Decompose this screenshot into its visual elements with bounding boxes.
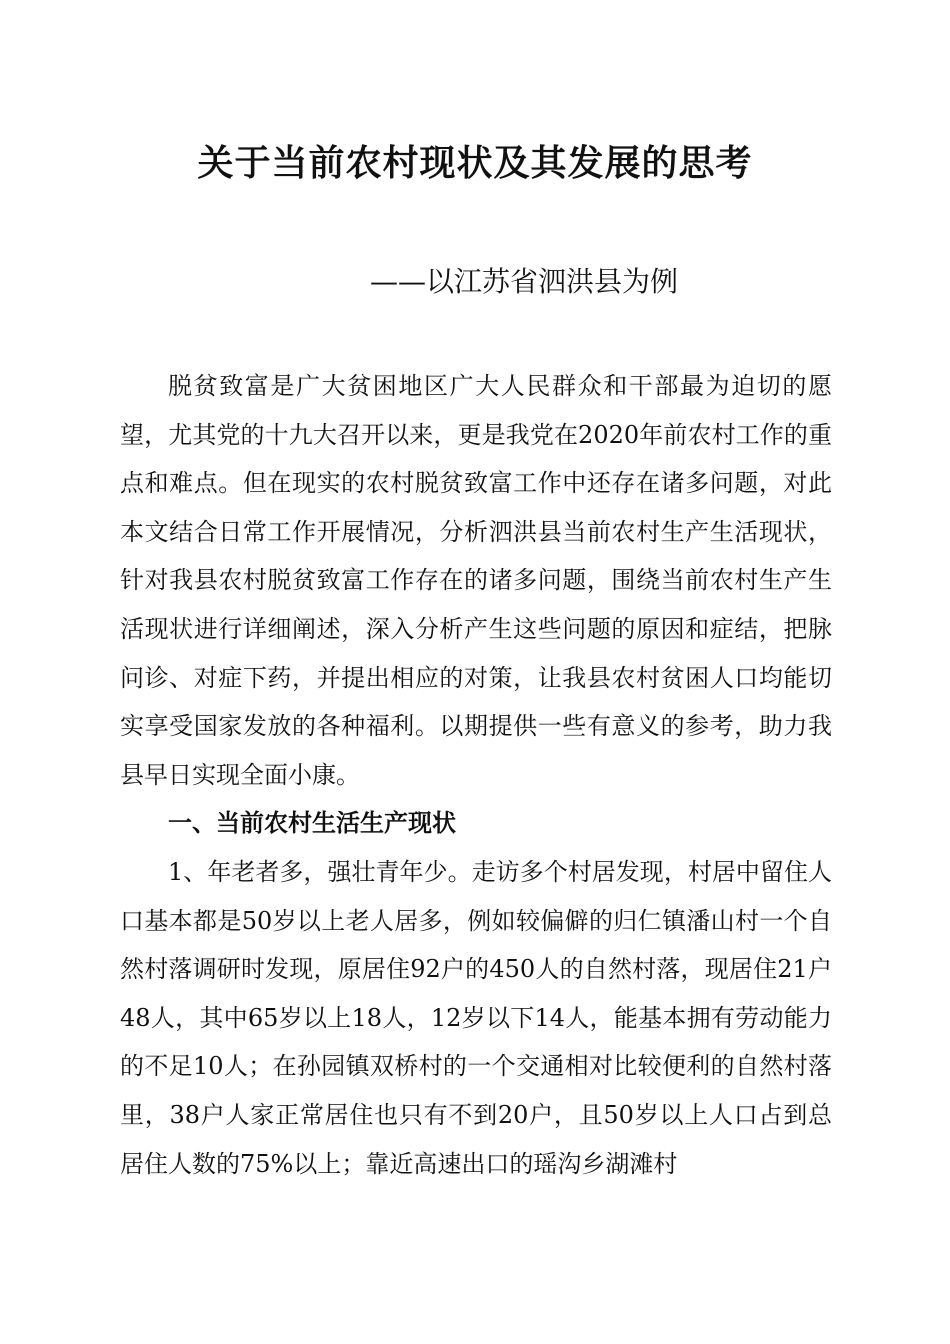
section-paragraph: 1、年老者多，强壮青年少。走访多个村居发现，村居中留住人口基本都是50岁以上老人居多，例如较偏僻的归仁镇潘山村一个自然村落调研时发现，原居住92户的450人的自然村落，现居住21户48人，其中65岁以上18人，12岁以下14人，能基本拥有劳动能力的不足10人；在孙园镇双桥村的一个交通相对比较便利的自然村落里，38户人家正常居住也只有不到20户，且50岁以上人口占到总居住人数的75%以上；靠近高速出口的瑶沟乡湖滩村 <box>120 857 832 1178</box>
document-title: 关于当前农村现状及其发展的思考 <box>197 142 753 184</box>
document-body <box>120 362 832 1188</box>
intro-paragraph: 脱贫致富是广大贫困地区广大人民群众和干部最为迫切的愿望，尤其党的十九大召开以来，更是我党在2020年前农村工作的重点和难点。但在现实的农村脱贫致富工作中还存在诸多问题，对此本文结合日常工作开展情况，分析泗洪县当前农村生产生活现状，针对我县农村脱贫致富工作存在的诸多问题，围绕当前农村生产生活现状进行详细阐述，深入分析产生这些问题的原因和症结，把脉问诊、对症下药，并提出相应的对策，让我县农村贫困人口均能切实享受国家发放的各种福利。以期提供一些有意义的参考，助力我县早日实现全面小康。 <box>120 372 832 789</box>
section-heading: 一、当前农村生活生产现状 <box>168 808 456 838</box>
document-subtitle: ——以江苏省泗洪县为例 <box>370 265 679 298</box>
